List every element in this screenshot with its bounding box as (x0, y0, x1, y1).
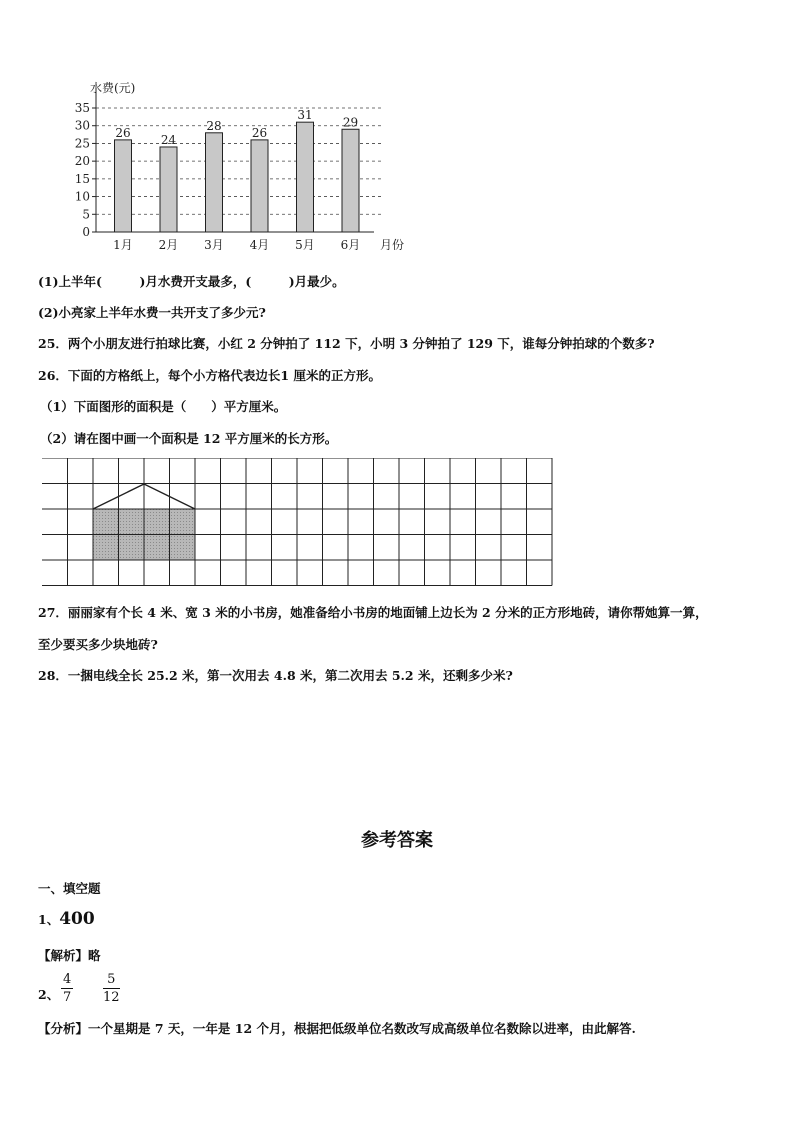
answer-2-label: 2、 (38, 987, 60, 1002)
fraction-2-denominator: 12 (103, 990, 120, 1005)
category-label: 4月 (249, 238, 270, 252)
bar (251, 140, 268, 232)
data-label: 31 (297, 108, 313, 123)
x-axis-label: 月份 (380, 238, 405, 252)
y-axis-label: 水费(元) (90, 81, 136, 95)
answer-1-value: 400 (59, 909, 95, 929)
answer-2-fraction-1 (61, 972, 73, 1005)
section-fill-in: 一、填空题 (38, 881, 101, 896)
category-label: 1月 (113, 238, 133, 252)
y-tick-label: 30 (74, 118, 90, 133)
fraction-2-numerator: 5 (103, 972, 120, 989)
bar (297, 122, 314, 232)
category-label: 2月 (158, 238, 179, 252)
question-28: 28．一捆电线全长 25.2 米，第一次用去 4.8 米，第二次用去 5.2 米，还剩多少米? (38, 668, 513, 683)
y-tick-label: 25 (74, 136, 90, 151)
y-tick-label: 15 (74, 171, 90, 186)
category-label: 5月 (295, 238, 315, 252)
grid-paper (42, 458, 558, 594)
y-tick-label: 35 (74, 101, 90, 115)
bar (160, 147, 177, 232)
data-label: 28 (206, 118, 222, 133)
category-label: 6月 (340, 238, 361, 252)
question-25: 25．两个小朋友进行拍球比赛，小红 2 分钟拍了 112 下，小明 3 分钟拍了 129 下，谁每分钟拍球的个数多? (38, 336, 655, 351)
answer-1-label: 1、 (38, 912, 60, 927)
bar (342, 129, 359, 232)
y-tick-label: 20 (74, 154, 90, 169)
question-27-line-2: 至少要买多少块地砖? (38, 637, 158, 652)
bar (206, 133, 223, 232)
question-27-line-1: 27．丽丽家有个长 4 米、宽 3 米的小书房，她准备给小书房的地面铺上边长为 2 分米的正方形地砖，请你帮她算一算， (38, 605, 708, 620)
fraction-1-numerator: 4 (63, 972, 72, 987)
data-label: 29 (342, 115, 359, 130)
data-label: 26 (115, 125, 131, 140)
answer-2-fraction-2 (103, 972, 120, 1005)
question-24-part-2: (2)小亮家上半年水费一共开支了多少元? (38, 305, 266, 320)
question-24-part-1: (1)上半年( )月水费开支最多，( )月最少。 (38, 274, 345, 289)
y-tick-label: 10 (74, 189, 90, 204)
category-label: 3月 (204, 238, 224, 252)
answers-title: 参考答案 (361, 830, 433, 851)
grid-svg (42, 458, 558, 590)
y-tick-label: 0 (82, 225, 90, 239)
question-26-part-1: （1）下面图形的面积是（ ）平方厘米。 (40, 399, 287, 414)
question-26-part-2: （2）请在图中画一个面积是 12 平方厘米的长方形。 (40, 431, 338, 446)
question-26: 26．下面的方格纸上，每个小方格代表边长1 厘米的正方形。 (38, 368, 381, 383)
y-tick-label: 5 (82, 207, 90, 222)
chart-svg (70, 78, 415, 258)
water-fee-bar-chart (70, 78, 415, 258)
bar (115, 140, 132, 232)
data-label: 24 (160, 132, 177, 147)
data-label: 26 (251, 125, 268, 140)
fraction-1-denominator: 7 (63, 990, 72, 1005)
answer-2-explain: 【分析】一个星期是 7 天，一年是 12 个月，根据把低级单位名数改写成高级单位名数除以进率，由此解答. (38, 1021, 636, 1036)
answer-1-explain: 【解析】略 (38, 948, 101, 963)
